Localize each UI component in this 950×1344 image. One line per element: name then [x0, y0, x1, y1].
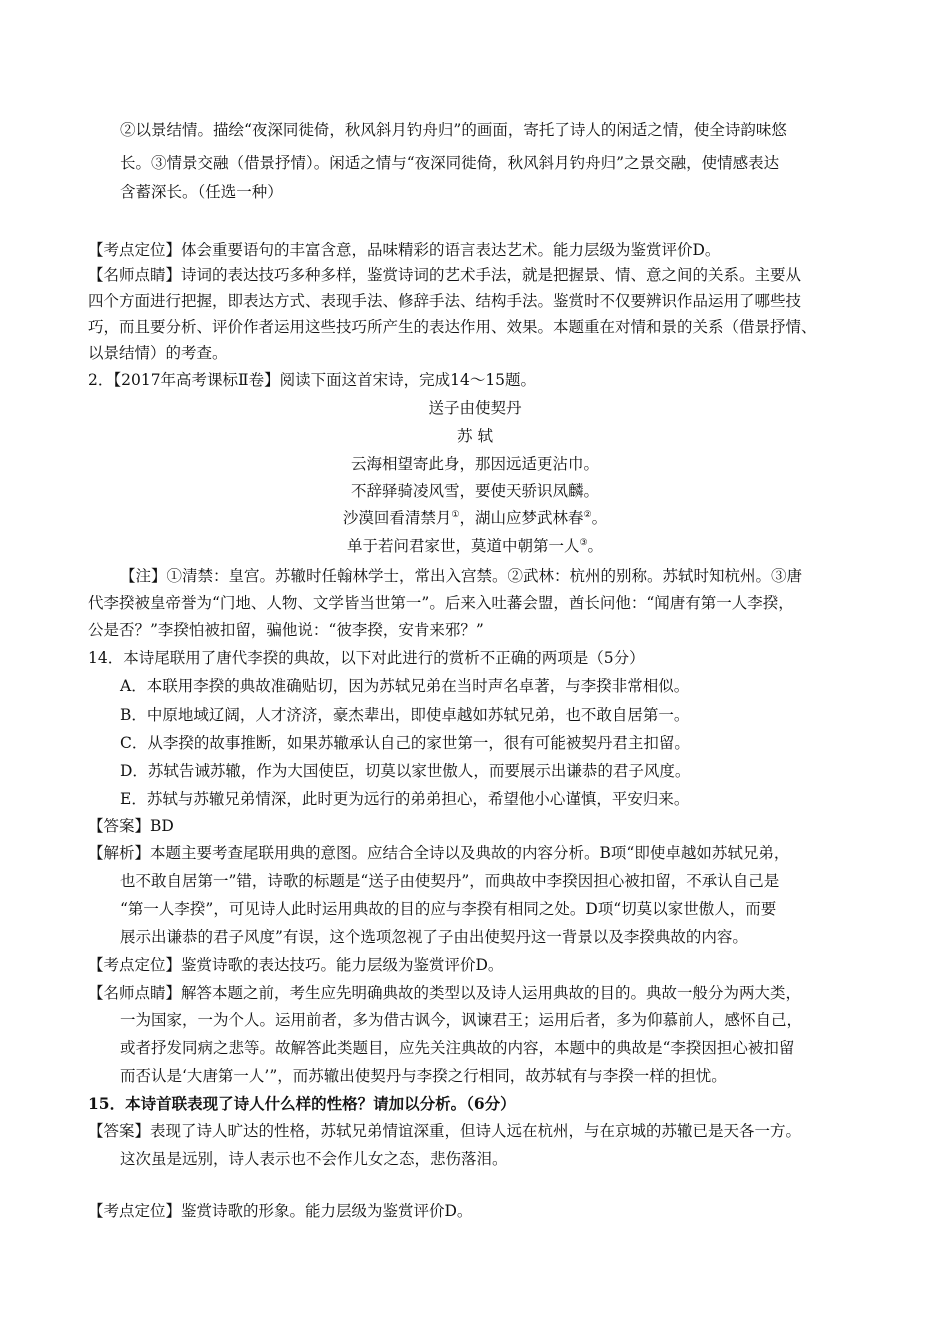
- note-mark-1: ①: [451, 509, 460, 520]
- kaodian-15: 【考点定位】鉴赏诗歌的形象。能力层级为鉴赏评价D。: [88, 1202, 473, 1220]
- answer-continuation-line-2: 长。③情景交融（借景抒情）。闲适之情与“夜深同徙倚，秋风斜月钓舟归”之景交融，使情感表达: [120, 154, 780, 172]
- poem-line-1: 云海相望寄此身，那因远适更沾巾。: [350, 455, 599, 473]
- kaodian-14: 【考点定位】鉴赏诗歌的表达技巧。能力层级为鉴赏评价D。: [88, 956, 504, 974]
- answer-14: 【答案】BD: [88, 817, 174, 835]
- poem-line-2: 不辞驿骑凌风雪，要使天骄识凤麟。: [350, 482, 599, 500]
- option-b: B．中原地域辽阔，人才济济，豪杰辈出，即使卓越如苏轼兄弟，也不敢自居第一。: [120, 706, 690, 724]
- poem-line-3: 沙漠回看清禁月①，湖山应梦武林春②。: [342, 509, 608, 527]
- jiexi-14-line-3: “第一人李揆”，可见诗人此时运用典故的目的应与李揆有相同之处。D项“切莫以家世傲人，而要: [120, 900, 777, 918]
- mingshi-1-line-1: 【名师点睛】诗词的表达技巧多种多样，鉴赏诗词的艺术手法，就是把握景、情、意之间的关系。主要从: [88, 266, 802, 284]
- mingshi-1-line-3: 巧，而且要分析、评价作者运用这些技巧所产生的表达作用、效果。本题重在对情和景的关系（借景抒情、: [88, 318, 817, 336]
- jiexi-14-line-1: 【解析】本题主要考查尾联用典的意图。应结合全诗以及典故的内容分析。B项“即使卓越如苏轼兄弟，: [88, 844, 790, 862]
- mingshi-1-line-2: 四个方面进行把握，即表达方式、表现手法、修辞手法、结构手法。鉴赏时不仅要辨识作品运用了哪些技: [88, 292, 802, 310]
- option-a: A．本联用李揆的典故准确贴切，因为苏轼兄弟在当时声名卓著，与李揆非常相似。: [120, 677, 690, 695]
- poem-note-line-3: 公是否？”李揆怕被扣留，骗他说：“彼李揆，安肯来邪？”: [88, 621, 484, 639]
- poem-author: 苏 轼: [457, 427, 493, 445]
- jiexi-14-line-2: 也不敢自居第一”错，诗歌的标题是“送子由使契丹”，而典故中李揆因担心被扣留，不承认自己是: [120, 872, 780, 890]
- mingshi-14-line-3: 或者抒发同病之悲等。故解答此类题目，应先关注典故的内容，本题中的典故是“李揆因担心被扣留: [120, 1039, 795, 1057]
- note-mark-3: ③: [579, 537, 588, 548]
- answer-15-line-2: 这次虽是远别，诗人表示也不会作儿女之态，悲伤落泪。: [120, 1150, 508, 1168]
- mingshi-14-line-1: 【名师点睛】解答本题之前，考生应先明确典故的类型以及诗人运用典故的目的。典故一般分为两大类，: [88, 984, 802, 1002]
- answer-continuation-line-1: ②以景结情。描绘“夜深同徙倚，秋风斜月钓舟归”的画面，寄托了诗人的闲适之情，使全诗韵味悠: [120, 121, 787, 139]
- note-mark-2: ②: [583, 509, 592, 520]
- answer-continuation-line-3: 含蓄深长。（任选一种）: [120, 183, 283, 201]
- poem-line-4: 单于若问君家世，莫道中朝第一人③。: [346, 537, 604, 555]
- poem-note-line-1: 【注】①清禁：皇宫。苏辙时任翰林学士，常出入宫禁。②武林：杭州的别称。苏轼时知杭州。③唐: [120, 567, 803, 585]
- poem-note-line-2: 代李揆被皇帝誉为“门地、人物、文学皆当世第一”。后来入吐蕃会盟，酋长问他：“闻唐有第一人李揆，: [88, 594, 794, 612]
- jiexi-14-line-4: 展示出谦恭的君子风度”有误，这个选项忽视了子由出使契丹这一背景以及李揆典故的内容。: [120, 928, 748, 946]
- answer-15-line-1: 【答案】表现了诗人旷达的性格，苏轼兄弟情谊深重，但诗人远在杭州，与在京城的苏辙已是天各一方。: [88, 1122, 802, 1140]
- option-c: C．从李揆的故事推断，如果苏辙承认自己的家世第一，很有可能被契丹君主扣留。: [120, 734, 690, 752]
- question-15-stem: 15．本诗首联表现了诗人什么样的性格？请加以分析。（6分）: [88, 1094, 516, 1113]
- poem-title: 送子由使契丹: [428, 399, 522, 417]
- question-14-stem: 14．本诗尾联用了唐代李揆的典故，以下对此进行的赏析不正确的两项是（5分）: [88, 649, 645, 667]
- kaodian-1: 【考点定位】体会重要语句的丰富含意，品味精彩的语言表达艺术。能力层级为鉴赏评价D。: [88, 241, 721, 259]
- mingshi-14-line-2: 一为国家，一为个人。运用前者，多为借古讽今，讽谏君王；运用后者，多为仰慕前人，感怀自己，: [120, 1011, 803, 1029]
- option-e: E．苏轼与苏辙兄弟情深，此时更为远行的弟弟担心，希望他小心谨慎，平安归来。: [120, 790, 690, 808]
- question-2-intro: 2．【2017年高考课标Ⅱ卷】阅读下面这首宋诗，完成14～15题。: [88, 371, 537, 389]
- option-d: D．苏轼告诫苏辙，作为大国使臣，切莫以家世傲人，而要展示出谦恭的君子风度。: [120, 762, 691, 780]
- mingshi-14-line-4: 而否认是‘大唐第一人’”，而苏辙出使契丹与李揆之行相同，故苏轼有与李揆一样的担忧。: [120, 1067, 727, 1085]
- mingshi-1-line-4: 以景结情）的考查。: [88, 344, 228, 362]
